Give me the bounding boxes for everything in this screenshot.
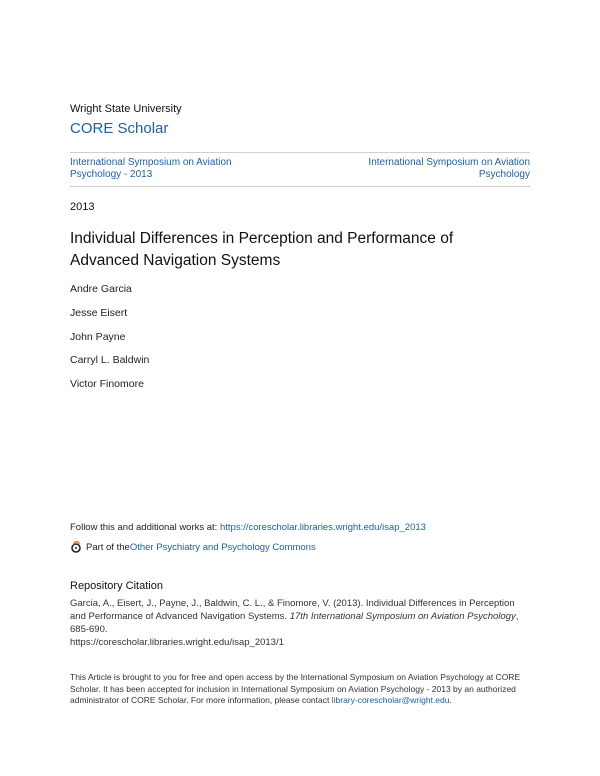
repository-citation-heading: Repository Citation — [70, 580, 163, 592]
publication-year: 2013 — [70, 201, 95, 213]
follow-line — [70, 522, 426, 533]
citation-url: https://corescholar.libraries.wright.edu/isap_2013/1 — [70, 637, 284, 648]
access-notice — [70, 672, 540, 707]
author-name: Andre Garcia — [70, 283, 132, 295]
divider-bottom — [70, 186, 530, 187]
commons-link[interactable]: Other Psychiatry and Psychology Commons — [129, 541, 316, 553]
citation-text — [70, 597, 530, 649]
author-name: John Payne — [70, 331, 126, 343]
core-scholar-link[interactable]: CORE Scholar — [70, 120, 169, 137]
author-name: Victor Finomore — [70, 378, 144, 390]
follow-text: Follow this and additional works at: — [70, 522, 220, 533]
author-name: Jesse Eisert — [70, 307, 128, 319]
part-of-text: Part of the — [86, 541, 130, 553]
author-name: Carryl L. Baldwin — [70, 354, 150, 366]
citation-pages: , 685-690. — [70, 611, 519, 635]
citation-body: Garcia, A., Eisert, J., Payne, J., Baldwin, C. L., & Finomore, V. (2013). Individual Differences in Perception and Performance of Advanced Navigation Systems. — [70, 598, 515, 622]
divider-top — [70, 152, 530, 153]
collection-link-year[interactable]: International Symposium on Aviation Psychology - 2013 — [70, 157, 232, 180]
notice-text: This Article is brought to you for free and open access by the International Symposium on Aviation Psychology at CORE Scholar. It has been accepted for inclusion in International Symposium on Aviation Psychology - 2013 by an authorized administrator of CORE Scholar. For more information, please contact — [70, 672, 521, 705]
collection-link-series[interactable]: International Symposium on Aviation Psychology — [368, 157, 530, 180]
part-of-line — [70, 541, 316, 553]
article-title: Individual Differences in Perception and Performance of Advanced Navigation Systems — [70, 230, 454, 269]
open-access-icon — [70, 541, 82, 553]
citation-source: 17th International Symposium on Aviation Psychology — [289, 611, 516, 622]
contact-email-link[interactable]: library-corescholar@wright.edu — [331, 695, 450, 705]
university-name: Wright State University — [70, 103, 182, 115]
follow-link[interactable]: https://corescholar.libraries.wright.edu/isap_2013 — [219, 522, 426, 533]
notice-end: . — [449, 695, 452, 705]
